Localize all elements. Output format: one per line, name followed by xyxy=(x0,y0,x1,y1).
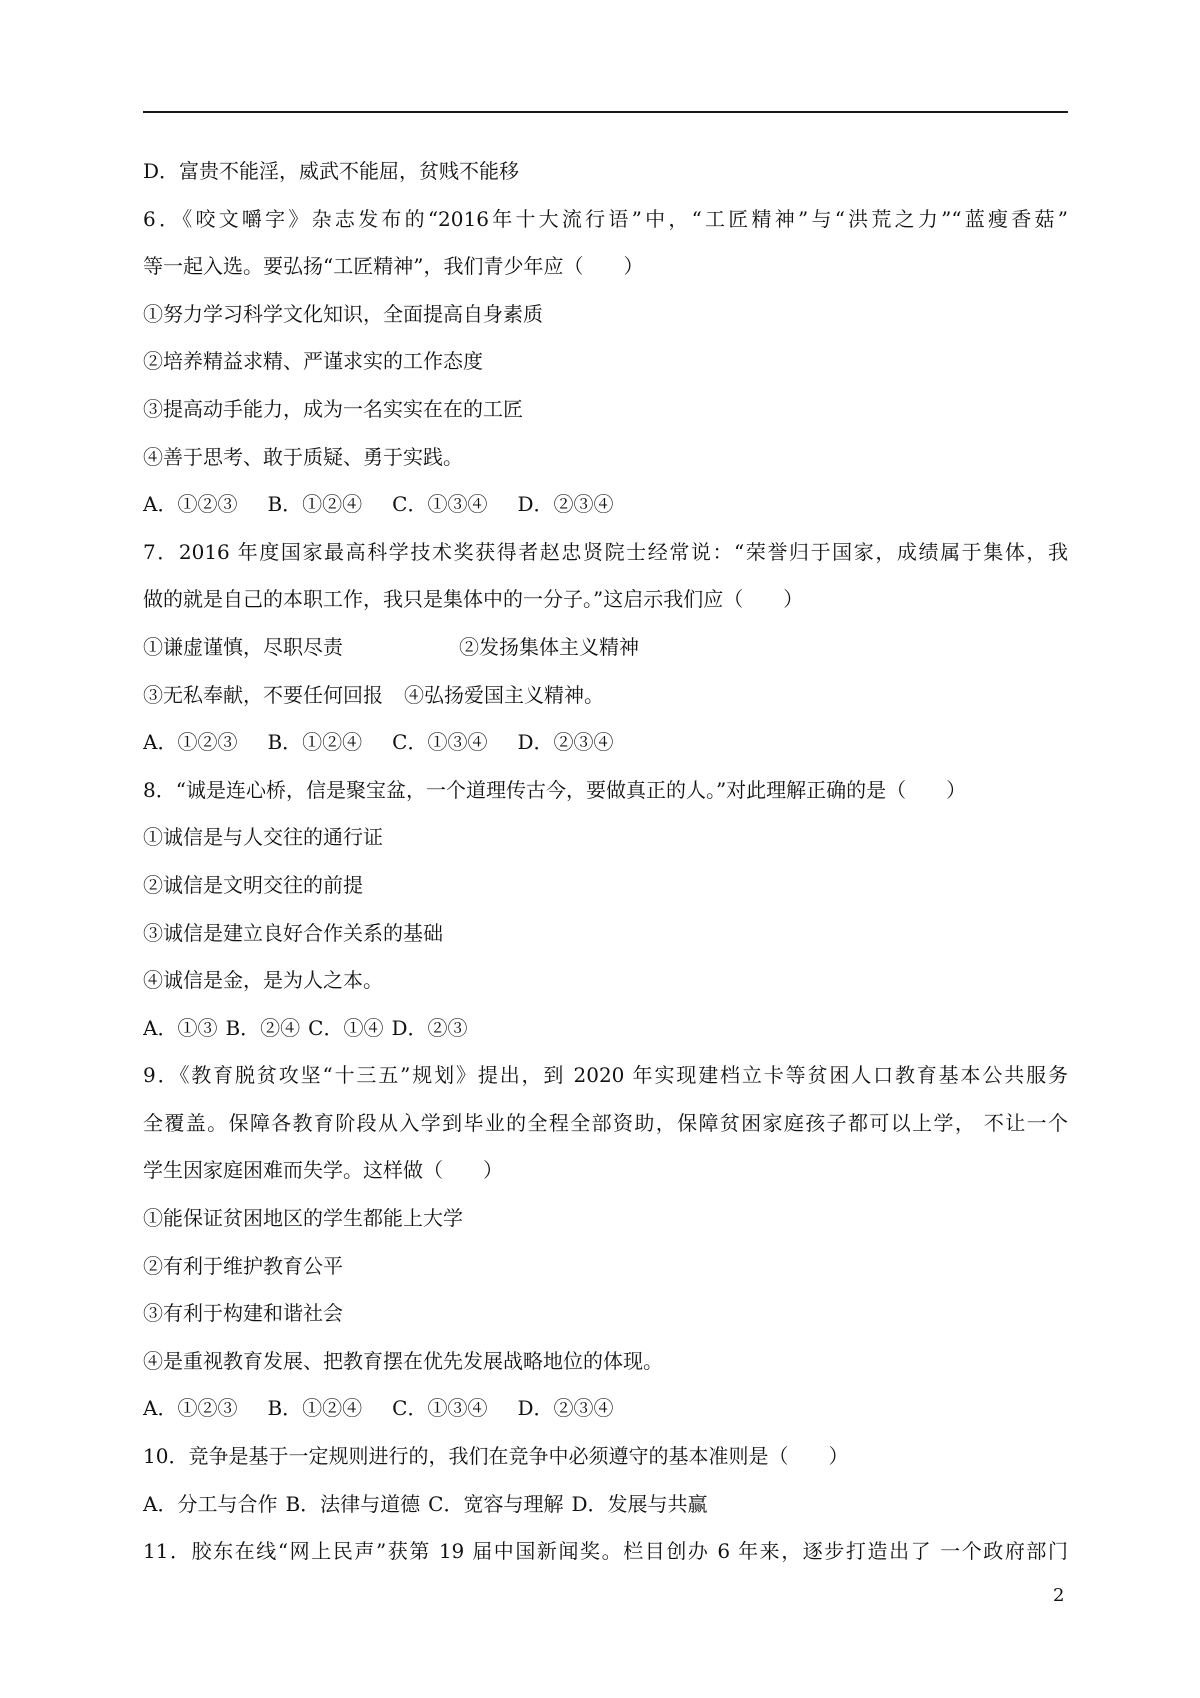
q9-statement-4: ④是重视教育发展、把教育摆在优先发展战略地位的体现。 xyxy=(143,1348,663,1373)
q9-statement-2: ②有利于维护教育公平 xyxy=(143,1253,343,1278)
q10-options xyxy=(143,1481,1068,1529)
q7-option-a: A．①②③ xyxy=(143,730,238,755)
q8-statement-4: ④诚信是金，是为人之本。 xyxy=(143,968,383,993)
q6-option-c: C．①③④ xyxy=(392,492,488,517)
q6-stem-line-2: 等一起入选。要弘扬“工匠精神”，我们青少年应（ ） xyxy=(143,254,644,279)
q10-option-c: C．宽容与理解 xyxy=(428,1491,564,1516)
q10-option-a: A．分工与合作 xyxy=(143,1491,278,1516)
q7-statement-2: ②发扬集体主义精神 xyxy=(459,634,639,659)
q7-stem-line-1: 7．2016 年度国家最高科学技术奖获得者赵忠贤院士经常说：“荣誉归于国家，成绩属于集体，我 xyxy=(143,539,1068,564)
q9-option-a: A．①②③ xyxy=(143,1396,238,1421)
q8-statement-3: ③诚信是建立良好合作关系的基础 xyxy=(143,920,443,945)
q6-statement-2: ②培养精益求精、严谨求实的工作态度 xyxy=(143,349,483,374)
q8-options xyxy=(143,1005,1068,1053)
q9-stem-line-1: 9．《教育脱贫攻坚“十三五”规划》提出，到 2020 年实现建档立卡等贫困人口教育基本公共服务 xyxy=(143,1063,1068,1088)
q7-statements-row-2 xyxy=(143,672,1068,720)
q7-statement-4: ④弘扬爱国主义精神。 xyxy=(404,682,604,707)
q7-stem-line-2: 做的就是自己的本职工作，我只是集体中的一分子。”这启示我们应（ ） xyxy=(143,587,804,612)
q7-options xyxy=(143,719,1068,767)
q8-option-b: B．②④ xyxy=(225,1015,301,1040)
q6-statement-3: ③提高动手能力，成为一名实实在在的工匠 xyxy=(143,396,523,421)
q8-option-d: D．②③ xyxy=(391,1015,468,1040)
q9-stem-line-3: 学生因家庭困难而失学。这样做（ ） xyxy=(143,1158,503,1183)
q7-option-c: C．①③④ xyxy=(392,730,488,755)
q9-statement-3: ③有利于构建和谐社会 xyxy=(143,1301,343,1326)
q8-option-a: A．①③ xyxy=(143,1015,218,1040)
q7-statements-row-1 xyxy=(143,624,1068,672)
q10-option-d: D．发展与共赢 xyxy=(571,1491,708,1516)
q9-option-d: D．②③④ xyxy=(517,1396,614,1421)
q7-option-d: D．②③④ xyxy=(517,730,614,755)
q8-statement-1: ①诚信是与人交往的通行证 xyxy=(143,825,383,850)
q6-options xyxy=(143,481,1068,529)
q6-option-a: A．①②③ xyxy=(143,492,238,517)
q8-statement-2: ②诚信是文明交往的前提 xyxy=(143,872,363,897)
q7-option-b: B．①②④ xyxy=(267,730,363,755)
q6-stem-line-1: 6．《咬文嚼字》杂志发布的“2016年十大流行语”中，“工匠精神”与“洪荒之力”“蓝瘦香菇” xyxy=(143,206,1068,231)
q8-stem: 8．“诚是连心桥，信是聚宝盆，一个道理传古今，要做真正的人。”对此理解正确的是（ ） xyxy=(143,777,967,802)
header-rule xyxy=(143,111,1068,113)
q7-statement-1: ①谦虚谨慎，尽职尽责 xyxy=(143,634,343,659)
page-content xyxy=(143,148,1068,1576)
q9-stem-line-2: 全覆盖。保障各教育阶段从入学到毕业的全程全部资助，保障贫困家庭孩子都可以上学， 不让一个 xyxy=(143,1110,1068,1135)
q6-statement-4: ④善于思考、敢于质疑、勇于实践。 xyxy=(143,444,463,469)
q9-option-c: C．①③④ xyxy=(392,1396,488,1421)
q6-option-d: D．②③④ xyxy=(517,492,614,517)
q9-statement-1: ①能保证贫困地区的学生都能上大学 xyxy=(143,1206,463,1231)
page-number: 2 xyxy=(1053,1585,1065,1606)
q5-option-d: D．富贵不能淫，威武不能屈，贫贱不能移 xyxy=(143,159,520,183)
q11-stem-line-1: 11．胶东在线“网上民声”获第 19 届中国新闻奖。栏目创办 6 年来，逐步打造出了 一个政府部门 xyxy=(143,1539,1068,1564)
q10-option-b: B．法律与道德 xyxy=(285,1491,421,1516)
q8-option-c: C．①④ xyxy=(308,1015,384,1040)
q6-statement-1: ①努力学习科学文化知识，全面提高自身素质 xyxy=(143,301,543,326)
q10-stem: 10．竞争是基于一定规则进行的，我们在竞争中必须遵守的基本准则是（ ） xyxy=(143,1444,849,1469)
q9-option-b: B．①②④ xyxy=(267,1396,363,1421)
q6-option-b: B．①②④ xyxy=(267,492,363,517)
q7-statement-3: ③无私奉献，不要任何回报 xyxy=(143,682,383,707)
q9-options xyxy=(143,1385,1068,1433)
